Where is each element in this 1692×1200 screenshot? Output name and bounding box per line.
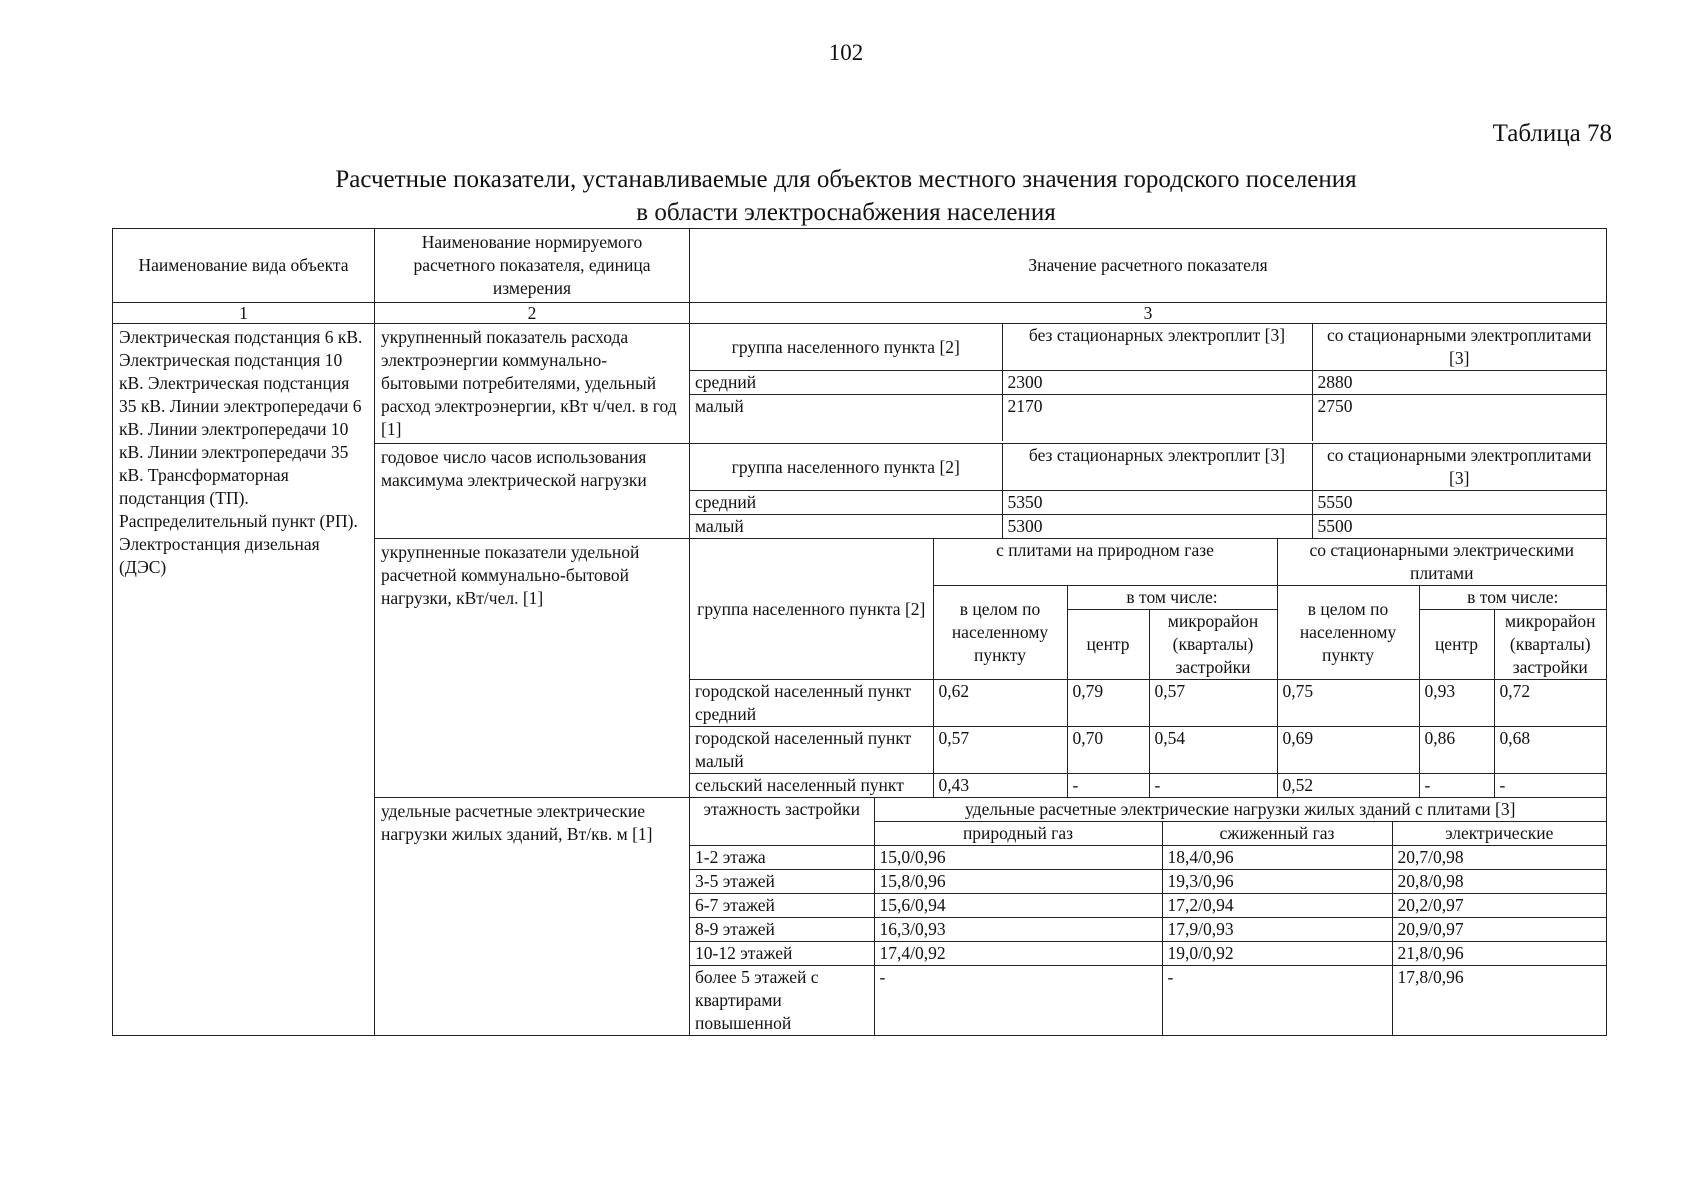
value-cell: 16,3/0,93 xyxy=(874,918,1162,942)
column-number-1: 1 xyxy=(113,303,375,324)
value-cell: 17,8/0,96 xyxy=(1392,966,1606,1036)
group-cell: малый xyxy=(690,515,1002,539)
indicator-specific-load: укрупненные показатели удельной расчетной коммунально-бытовой нагрузки, кВт/чел. [1] xyxy=(375,539,690,798)
indicator-max-load-hours: годовое число часов использования максимума электрической нагрузки xyxy=(375,444,690,539)
value-cell: 0,57 xyxy=(1149,680,1277,727)
max-load-hours-values xyxy=(690,444,1607,539)
floors-cell: 10-12 этажей xyxy=(690,942,874,966)
microdistrict-header: микрорайон (кварталы) застройки xyxy=(1149,610,1277,680)
value-cell: 5500 xyxy=(1312,515,1606,539)
electric-stoves-header: со стационарными электрическими плитами xyxy=(1277,539,1606,586)
total-header: в целом по населенному пункту xyxy=(1277,586,1419,680)
floors-cell: 1-2 этажа xyxy=(690,846,874,870)
group-cell: средний xyxy=(690,371,1002,395)
value-cell: 0,79 xyxy=(1067,680,1149,727)
value-cell: 0,43 xyxy=(933,774,1067,798)
total-header: в целом по населенному пункту xyxy=(933,586,1067,680)
specific-load-values xyxy=(690,539,1607,798)
value-cell: 0,75 xyxy=(1277,680,1419,727)
value-cell: - xyxy=(1162,966,1392,1036)
value-cell: 20,9/0,97 xyxy=(1392,918,1606,942)
hours-subtable xyxy=(690,444,1606,538)
value-cell: - xyxy=(1067,774,1149,798)
table-subtitle: в области электроснабжения населения xyxy=(636,199,1056,226)
value-cell: 20,2/0,97 xyxy=(1392,894,1606,918)
header-indicator-name: Наименование нормируемого расчетного показателя, единица измерения xyxy=(375,229,690,303)
floors-cell: 8-9 этажей xyxy=(690,918,874,942)
value-cell: 17,4/0,92 xyxy=(874,942,1162,966)
specific-load-subtable xyxy=(690,539,1606,797)
value-cell: 5300 xyxy=(1002,515,1312,539)
value-cell: 17,9/0,93 xyxy=(1162,918,1392,942)
value-cell: 0,62 xyxy=(933,680,1067,727)
value-cell: 15,0/0,96 xyxy=(874,846,1162,870)
value-cell: 0,54 xyxy=(1149,727,1277,774)
value-cell: 20,8/0,98 xyxy=(1392,870,1606,894)
value-cell: - xyxy=(874,966,1162,1036)
floors-cell: более 5 этажей с квартирами повышенной xyxy=(690,966,874,1036)
liquefied-gas-header: сжиженный газ xyxy=(1162,822,1392,846)
value-cell: 2300 xyxy=(1002,371,1312,395)
value-cell: 0,68 xyxy=(1494,727,1606,774)
value-cell: 2750 xyxy=(1312,395,1606,441)
electricity-consumption-values xyxy=(690,324,1607,444)
residential-loads-values xyxy=(690,798,1607,1036)
value-cell: 20,7/0,98 xyxy=(1392,846,1606,870)
value-cell: 18,4/0,96 xyxy=(1162,846,1392,870)
object-types-list: Электрическая подстанция 6 кВ. Электрическая подстанция 10 кВ. Электрическая подстанция 35 кВ. Линии электропередачи 6 кВ. Линии электропередачи 10 кВ. Линии электропередачи 35 кВ. Трансформаторная подстанция (ТП). Распределительный пункт (РП). Электростанция дизельная (ДЭС) xyxy=(113,324,375,1036)
group-header: группа населенного пункта [2] xyxy=(690,539,933,680)
including-header: в том числе: xyxy=(1067,586,1277,610)
value-cell: 0,70 xyxy=(1067,727,1149,774)
floors-cell: 3-5 этажей xyxy=(690,870,874,894)
value-cell: 15,6/0,94 xyxy=(874,894,1162,918)
floors-header: этажность застройки xyxy=(690,798,874,846)
page-number: 102 xyxy=(828,40,864,65)
value-cell: 5550 xyxy=(1312,491,1606,515)
value-cell: 0,69 xyxy=(1277,727,1419,774)
microdistrict-header: микрорайон (кварталы) застройки xyxy=(1494,610,1606,680)
including-header: в том числе: xyxy=(1419,586,1606,610)
residential-loads-subtable xyxy=(690,798,1606,1035)
residential-loads-header: удельные расчетные электрические нагрузки жилых зданий с плитами [3] xyxy=(874,798,1606,822)
value-cell: 0,72 xyxy=(1494,680,1606,727)
value-cell: - xyxy=(1149,774,1277,798)
value-cell: 5350 xyxy=(1002,491,1312,515)
value-cell: 19,0/0,92 xyxy=(1162,942,1392,966)
without-stoves-header: без стационарных электроплит [3] xyxy=(1002,444,1312,491)
gas-stoves-header: с плитами на природном газе xyxy=(933,539,1277,586)
group-header: группа населенного пункта [2] xyxy=(690,444,1002,491)
value-cell: 0,86 xyxy=(1419,727,1494,774)
header-object-type: Наименование вида объекта xyxy=(113,229,375,303)
with-stoves-header: со стационарными электроплитами [3] xyxy=(1312,324,1606,371)
group-cell: малый xyxy=(690,395,1002,441)
center-header: центр xyxy=(1067,610,1149,680)
group-cell: городской населенный пункт средний xyxy=(690,680,933,727)
value-cell: 19,3/0,96 xyxy=(1162,870,1392,894)
indicator-residential-loads: удельные расчетные электрические нагрузки жилых зданий, Вт/кв. м [1] xyxy=(375,798,690,1036)
group-cell: сельский населенный пункт xyxy=(690,774,933,798)
group-header: группа населенного пункта [2] xyxy=(690,324,1002,371)
column-number-2: 2 xyxy=(375,303,690,324)
value-cell: 2170 xyxy=(1002,395,1312,441)
table-title: Расчетные показатели, устанавливаемые для объектов местного значения городского поселения xyxy=(335,166,1357,193)
without-stoves-header: без стационарных электроплит [3] xyxy=(1002,324,1312,371)
header-indicator-value: Значение расчетного показателя xyxy=(690,229,1607,303)
value-cell: - xyxy=(1494,774,1606,798)
natural-gas-header: природный газ xyxy=(874,822,1162,846)
consumption-subtable xyxy=(690,324,1606,441)
value-cell: 2880 xyxy=(1312,371,1606,395)
value-cell: 21,8/0,96 xyxy=(1392,942,1606,966)
value-cell: 17,2/0,94 xyxy=(1162,894,1392,918)
floors-cell: 6-7 этажей xyxy=(690,894,874,918)
table-number: Таблица 78 xyxy=(1492,120,1612,147)
group-cell: средний xyxy=(690,491,1002,515)
value-cell: 0,52 xyxy=(1277,774,1419,798)
group-cell: городской населенный пункт малый xyxy=(690,727,933,774)
column-number-3: 3 xyxy=(690,303,1607,324)
indicator-electricity-consumption: укрупненный показатель расхода электроэнергии коммунально-бытовыми потребителями, удельный расход электроэнергии, кВт ч/чел. в год [1] xyxy=(375,324,690,444)
value-cell: 0,93 xyxy=(1419,680,1494,727)
indicators-table xyxy=(112,228,1607,1036)
value-cell: 15,8/0,96 xyxy=(874,870,1162,894)
electric-header: электрические xyxy=(1392,822,1606,846)
center-header: центр xyxy=(1419,610,1494,680)
value-cell: 0,57 xyxy=(933,727,1067,774)
value-cell: - xyxy=(1419,774,1494,798)
with-stoves-header: со стационарными электроплитами [3] xyxy=(1312,444,1606,491)
